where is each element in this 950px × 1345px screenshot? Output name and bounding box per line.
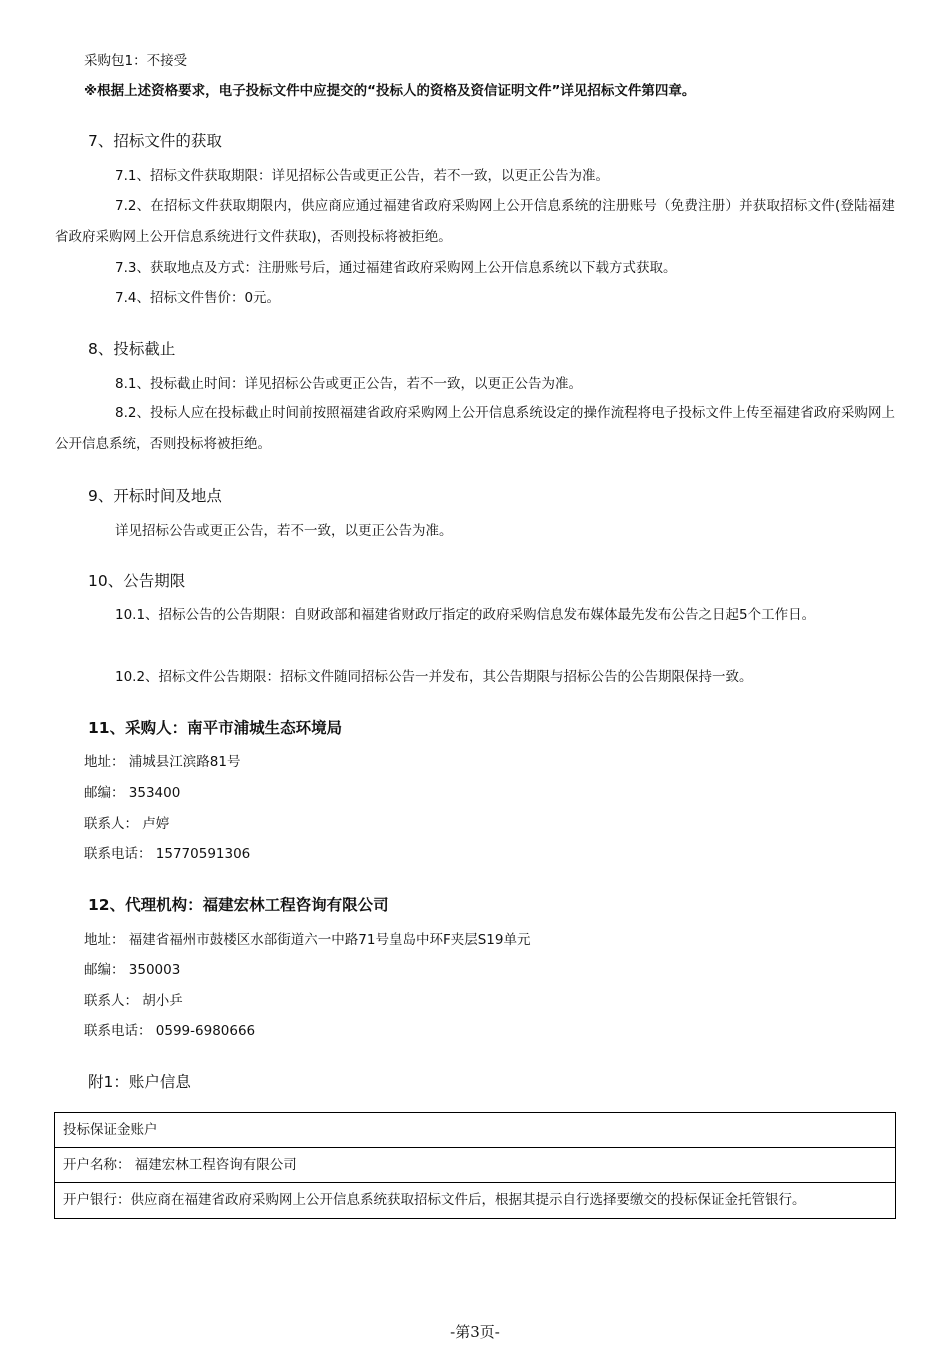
agency-address: 地址： 福建省福州市鼓楼区水部街道六一中路71号皇岛中环F夹层S19单元 [84,932,531,948]
section-8-title: 8、投标截止 [88,340,176,358]
account-header-cell: 投标保证金账户 [55,1113,896,1148]
agency-contact: 联系人： 胡小乒 [84,993,183,1009]
purchaser-address: 地址： 浦城县江滨路81号 [84,754,241,770]
purchaser-contact: 联系人： 卢婷 [84,816,170,832]
account-bank-cell: 开户银行：供应商在福建省政府采购网上公开信息系统获取招标文件后，根据其提示自行选择要缴交的投标保证金托管银行。 [55,1183,896,1219]
section-8-1: 8.1、投标截止时间：详见招标公告或更正公告，若不一致，以更正公告为准。 [115,376,582,392]
agency-postcode: 邮编： 350003 [84,962,181,978]
section-7-3: 7.3、获取地点及方式：注册账号后，通过福建省政府采购网上公开信息系统以下载方式获取。 [115,260,677,276]
package-line: 采购包1：不接受 [84,53,188,69]
purchaser-phone: 联系电话： 15770591306 [84,846,251,862]
page-number: -第3页- [450,1323,500,1341]
section-12-title: 12、代理机构：福建宏林工程咨询有限公司 [88,896,389,914]
section-10-title: 10、公告期限 [88,572,186,590]
section-10-1: 10.1、招标公告的公告期限：自财政部和福建省财政厅指定的政府采购信息发布媒体最先发布公告之日起5个工作日。 [115,607,816,623]
account-info-table [54,1112,896,1219]
section-8-2: 8.2、投标人应在投标截止时间前按照福建省政府采购网上公开信息系统设定的操作流程将电子投标文件上传至福建省政府采购网上公开信息系统，否则投标将被拒绝。 [55,405,895,452]
table-row [55,1113,896,1148]
section-9-1: 详见招标公告或更正公告，若不一致，以更正公告为准。 [115,523,453,539]
section-7-4: 7.4、招标文件售价：0元。 [115,290,281,306]
table-row [55,1183,896,1219]
section-9-title: 9、开标时间及地点 [88,487,222,505]
section-10-2: 10.2、招标文件公告期限：招标文件随同招标公告一并发布，其公告期限与招标公告的公告期限保持一致。 [115,669,753,685]
table-row [55,1148,896,1183]
section-7-2: 7.2、在招标文件获取期限内，供应商应通过福建省政府采购网上公开信息系统的注册账号（免费注册）并获取招标文件(登陆福建省政府采购网上公开信息系统进行文件获取)，否则投标将被拒绝。 [55,198,895,245]
section-11-title: 11、采购人：南平市浦城生态环境局 [88,719,343,737]
purchaser-postcode: 邮编： 353400 [84,785,181,801]
appendix-title: 附1：账户信息 [88,1073,191,1091]
account-name-cell: 开户名称： 福建宏林工程咨询有限公司 [55,1148,896,1183]
agency-phone: 联系电话： 0599-6980666 [84,1023,256,1039]
section-7-1: 7.1、招标文件获取期限：详见招标公告或更正公告，若不一致，以更正公告为准。 [115,168,609,184]
section-7-title: 7、招标文件的获取 [88,132,222,150]
qualification-note: ※根据上述资格要求，电子投标文件中应提交的“投标人的资格及资信证明文件”详见招标文件第四章。 [84,83,696,99]
